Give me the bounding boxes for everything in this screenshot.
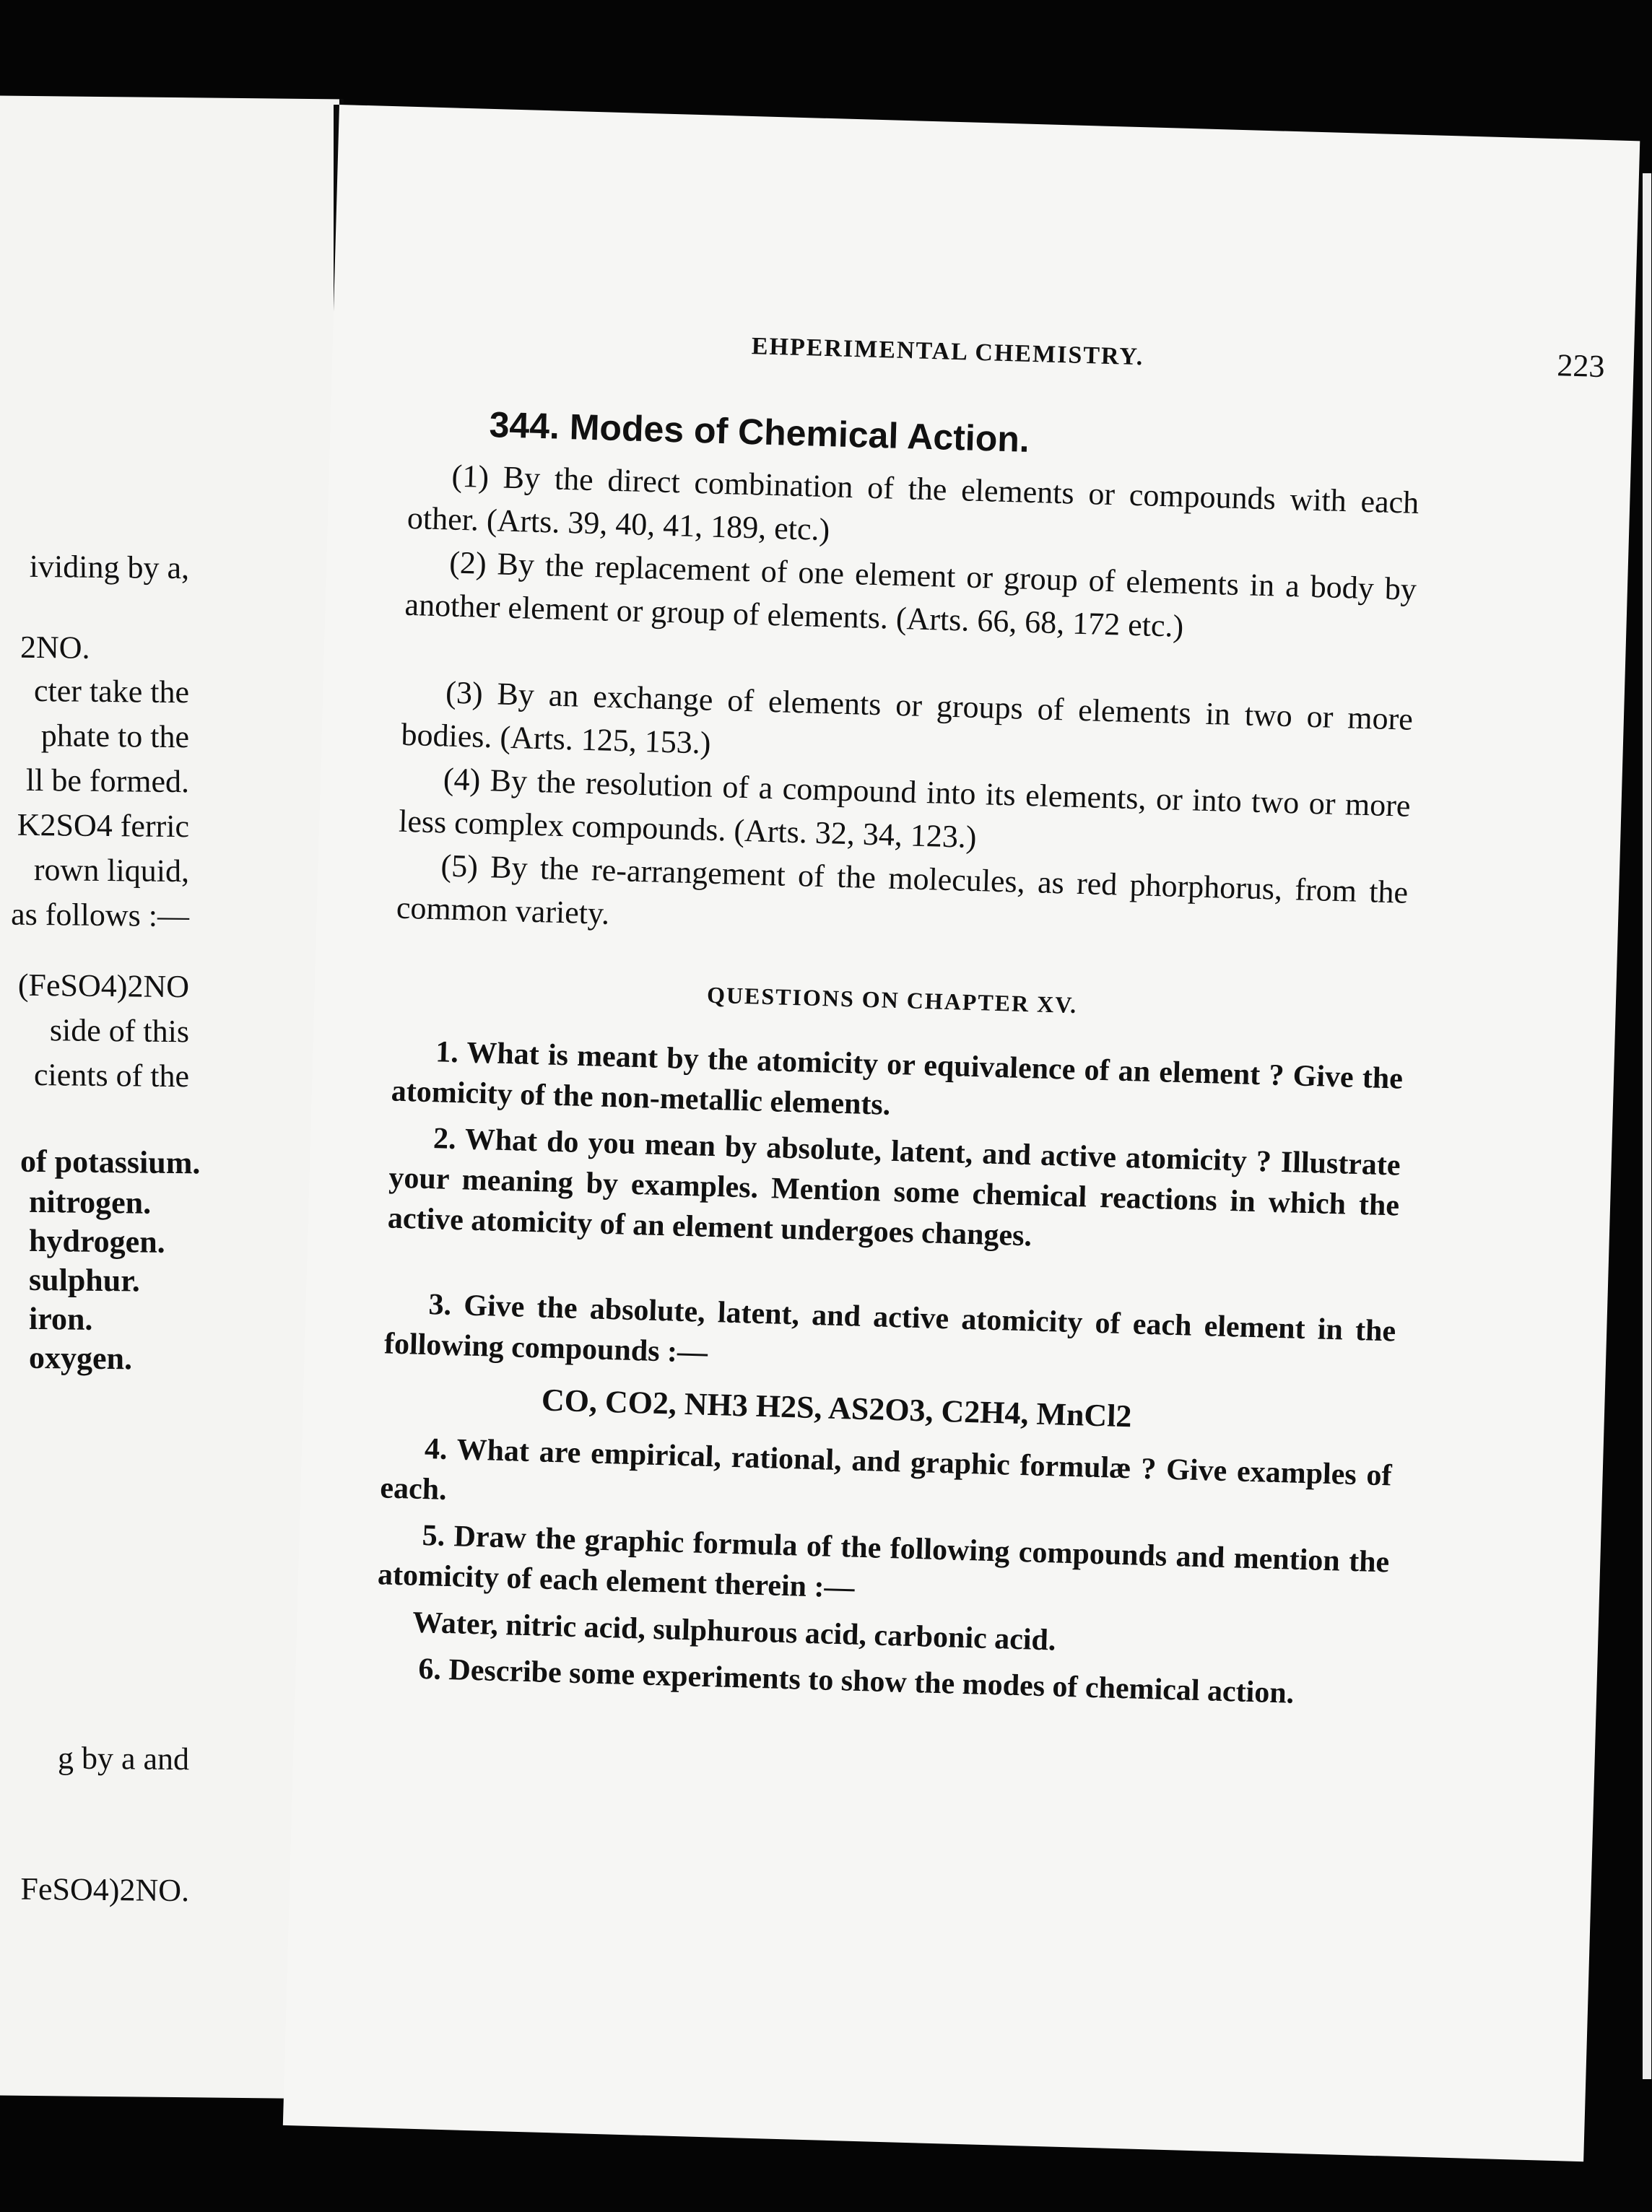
mode-1-text: (1) By the direct combination of the elements or compounds with each other. (Arts. 39, 40, 41, 189, etc.) bbox=[407, 458, 1420, 548]
mode-2-text: (2) By the replacement of one element or group of elements in a body by another element or group of elements. (Arts. 66, 68, 172 etc.) bbox=[404, 544, 1417, 644]
question-6: 6. Describe some experiments to show the modes of chemical action. bbox=[417, 1652, 1295, 1710]
question-5-list: Water, nitric acid, sulphurous acid, carbonic acid. bbox=[412, 1606, 1057, 1658]
left-fragment: ll be formed. bbox=[25, 762, 189, 800]
page-number: 223 bbox=[1556, 347, 1606, 385]
left-fragment: 2NO. bbox=[20, 629, 90, 666]
mode-4-text: (4) By the resolution of a compound into its elements, or into two or more less complex compounds. (Arts. 32, 34, 123.) bbox=[398, 761, 1412, 855]
question-3: 3. Give the absolute, latent, and active atomicity of each element in the following compounds :— bbox=[383, 1288, 1396, 1370]
left-fragment: nitrogen. bbox=[29, 1183, 152, 1221]
left-fragment: sulphur. bbox=[29, 1261, 140, 1299]
question-5: 5. Draw the graphic formula of the following compounds and mention the atomicity of each element therein :— bbox=[377, 1518, 1390, 1605]
left-fragment: side of this bbox=[49, 1012, 189, 1050]
left-fragment: of potassium. bbox=[20, 1143, 201, 1181]
left-fragment: FeSO4)2NO. bbox=[20, 1871, 189, 1909]
questions-heading: QUESTIONS ON CHAPTER XV. bbox=[706, 981, 1078, 1019]
left-fragment: as follows :— bbox=[11, 896, 189, 934]
right-page bbox=[283, 105, 1640, 2161]
question-1: 1. What is meant by the atomicity or equivalence of an element ? Give the atomicity of the non-metallic elements. bbox=[391, 1035, 1404, 1122]
left-fragment: g by a and bbox=[57, 1740, 189, 1777]
running-head: EHPERIMENTAL CHEMISTRY. bbox=[751, 333, 1144, 371]
mode-5-text: (5) By the re-arrangement of the molecules, as red phorphorus, from the common variety. bbox=[396, 848, 1409, 931]
section-title: 344. Modes of Chemical Action. bbox=[488, 404, 1030, 460]
left-fragment: cients of the bbox=[33, 1056, 189, 1094]
left-fragment: cter take the bbox=[34, 672, 189, 710]
question-4: 4. What are empirical, rational, and graphic formulæ ? Give examples of each. bbox=[379, 1432, 1393, 1507]
formula-line: CO, CO2, NH3 H2S, AS2O3, C2H4, MnCl2 bbox=[541, 1382, 1133, 1434]
left-fragment: rown liquid, bbox=[33, 851, 189, 889]
left-fragment: K2SO4 ferric bbox=[17, 806, 189, 845]
left-fragment: oxygen. bbox=[29, 1339, 132, 1377]
left-fragment: (FeSO4)2NO bbox=[17, 967, 189, 1005]
page-edge bbox=[1643, 173, 1651, 2079]
left-fragment: phate to the bbox=[40, 718, 189, 755]
left-fragment: ividing by a, bbox=[29, 548, 189, 586]
question-2: 2. What do you mean by absolute, latent, and active atomicity ? Illustrate your meaning by examples. Mention some chemical reactions in which the active atomicity of an element undergoes changes. bbox=[387, 1122, 1401, 1253]
mode-3-text: (3) By an exchange of elements or groups of elements in two or more bodies. (Arts. 125, 153.) bbox=[400, 674, 1414, 761]
left-fragment: iron. bbox=[29, 1300, 93, 1337]
left-fragment: hydrogen. bbox=[29, 1222, 165, 1260]
